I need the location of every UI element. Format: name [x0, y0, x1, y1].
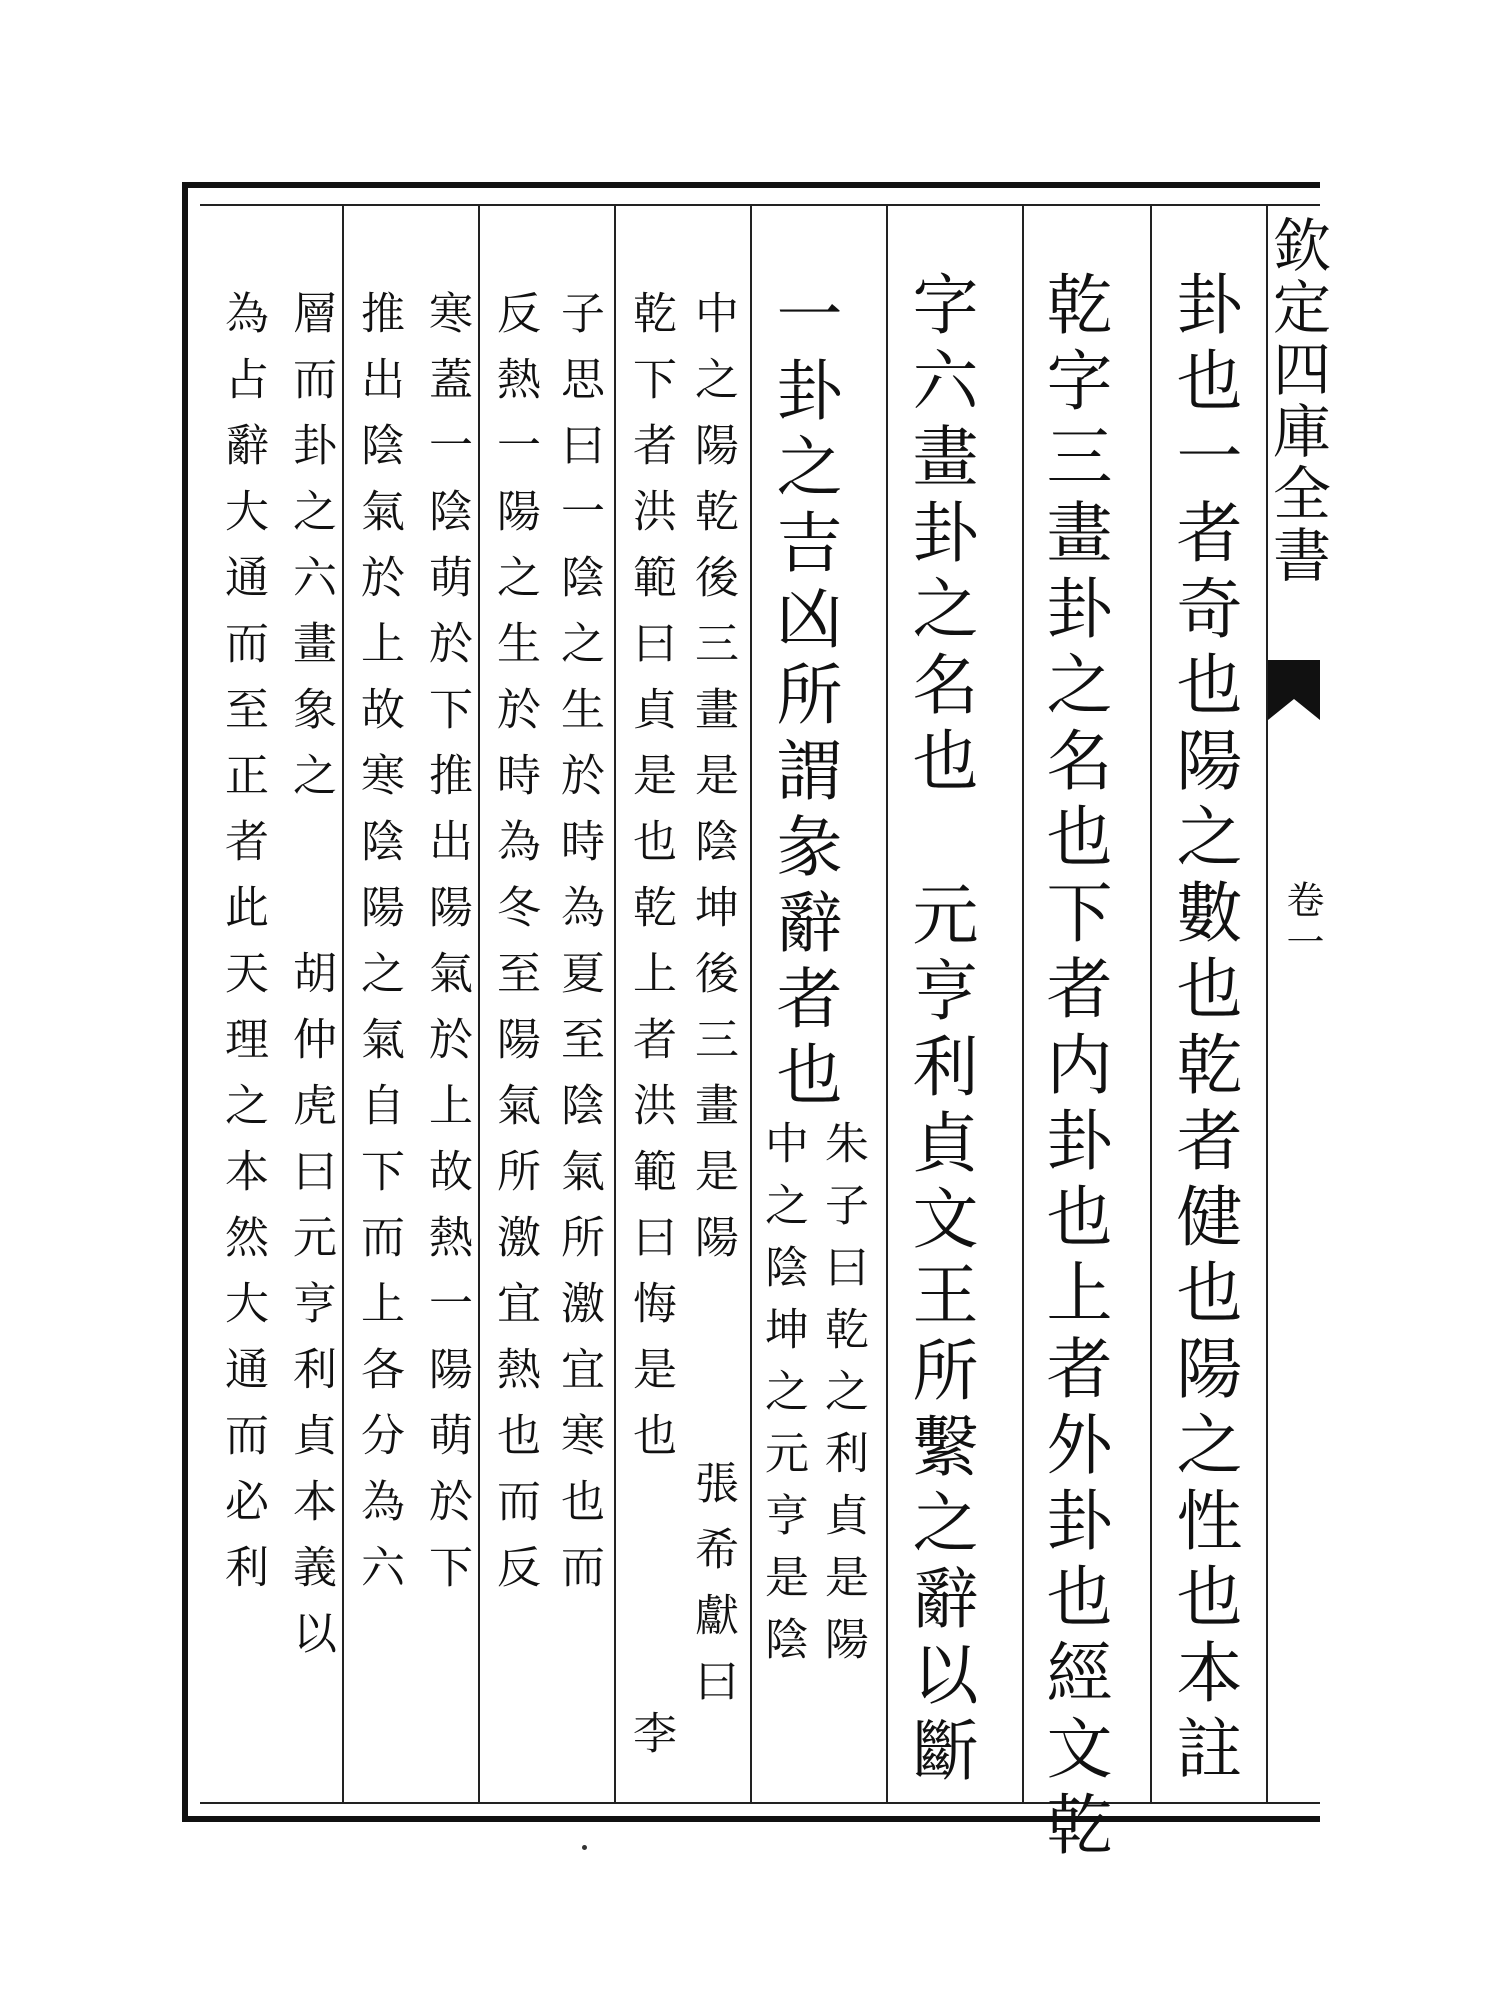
text-column-7: 子思曰一陰之生於時為夏至陰氣所激宜寒也而	[553, 290, 604, 1610]
text-column-2: 乾字三畫卦之名也下者内卦也上者外卦也經文乾	[1035, 270, 1112, 1866]
text-column-9: 寒蓋一陰萌於下推出陽氣於上故熱一陽萌於下	[421, 290, 472, 1610]
text-column-12: 為占辭大通而至正者此天理之本然大通而必利	[217, 290, 268, 1610]
text-column-11-main: 層而卦之六畫象之	[285, 290, 336, 818]
text-column-6-tail: 李	[625, 1710, 676, 1776]
text-column-4-small-b: 中之陰坤之元亨是陰	[757, 1120, 808, 1678]
text-column-5-small-a: 中之陽乾後三畫是陰坤後三畫是陽	[687, 290, 738, 1280]
column-rule	[750, 204, 752, 1802]
column-rule	[886, 204, 888, 1802]
text-column-11-tail: 胡仲虎曰元亨利貞本義以	[285, 950, 336, 1676]
column-rule	[478, 204, 480, 1802]
column-rule	[342, 204, 344, 1802]
text-column-6: 乾下者洪範曰貞是也乾上者洪範曰悔是也	[625, 290, 676, 1478]
text-column-4-main: 一卦之吉凶所謂彖辭者也	[765, 280, 842, 1116]
frame-inner-bottom-rule	[200, 1802, 1320, 1804]
volume-label: 卷一	[1280, 880, 1324, 964]
text-column-5-small-b: 張希獻曰	[687, 1460, 738, 1724]
ink-dot	[582, 1845, 587, 1850]
text-column-10: 推出陰氣於上故寒陰陽之氣自下而上各分為六	[353, 290, 404, 1610]
book-title: 欽定四庫全書	[1263, 215, 1331, 587]
frame-inner-top-rule	[200, 204, 1320, 206]
text-column-1: 卦也一者奇也陽之數也乾者健也陽之性也本註	[1165, 270, 1242, 1790]
text-column-3-small: 元亨利貞文王所繫之辭以斷	[901, 880, 978, 1792]
column-rule	[1022, 204, 1024, 1802]
text-column-8: 反熱一陽之生於時為冬至陽氣所激宜熱也而反	[489, 290, 540, 1610]
column-rule	[1150, 204, 1152, 1802]
text-column-3-main: 字六畫卦之名也	[901, 270, 978, 802]
text-column-4-small-a: 朱子曰乾之利貞是陽	[817, 1120, 868, 1678]
column-rule	[614, 204, 616, 1802]
